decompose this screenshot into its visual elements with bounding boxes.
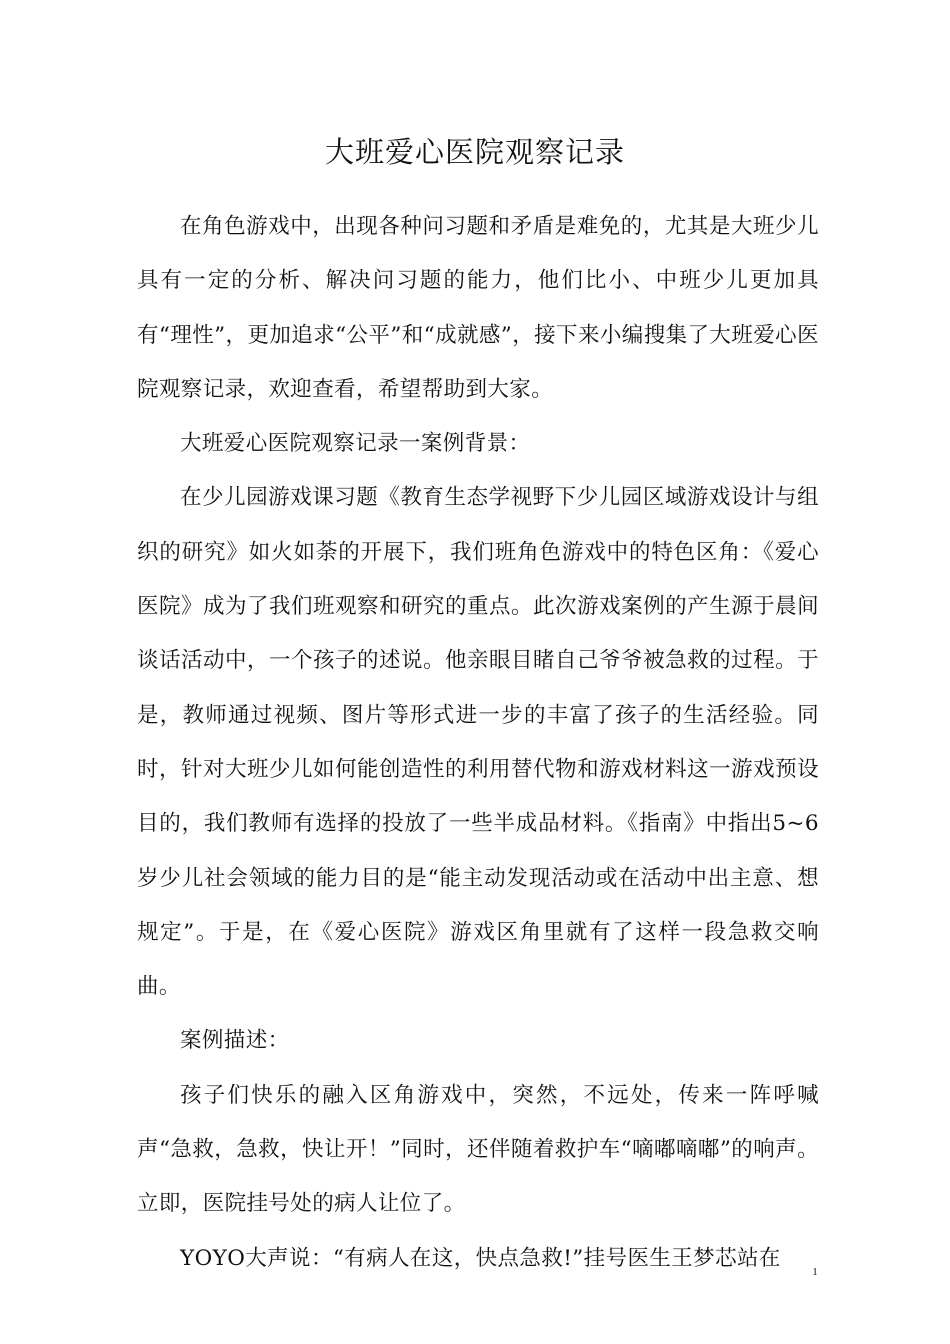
paragraph-description: 孩子们快乐的融入区角游戏中，突然，不远处，传来一阵呼喊声“急救，急救，快让开！”同时，还伴随着救护车“嘀嘟嘀嘟”的响声。立即，医院挂号处的病人让位了。 (137, 1082, 819, 1217)
page-number: 1 (812, 1266, 818, 1278)
document-body (137, 200, 819, 1286)
paragraph-background: 在少儿园游戏课习题《教育生态学视野下少儿园区域游戏设计与组织的研究》如火如荼的开展下，我们班角色游戏中的特色区角：《爱心医院》成为了我们班观察和研究的重点。此次游戏案例的产生源于晨间谈话活动中，一个孩子的述说。他亲眼目睹自己爷爷被急救的过程。于是，教师通过视频、图片等形式进一步的丰富了孩子的生活经验。同时，针对大班少儿如何能创造性的利用替代物和游戏材料这一游戏预设目的，我们教师有选择的投放了一些半成品材料。《指南》中指出5~6岁少儿社会领域的能力目的是“能主动发现活动或在活动中出主意、想规定”。于是，在《爱心医院》游戏区角里就有了这样一段急救交响曲。 (137, 485, 819, 1000)
paragraph-yoyo: YOYO大声说：“有病人在这，快点急救!”挂号医生王梦芯站在 (180, 1245, 781, 1271)
paragraph-section-heading-background: 大班爱心医院观察记录一案例背景： (180, 431, 531, 457)
paragraph-section-heading-description: 案例描述： (180, 1028, 290, 1054)
paragraph-intro: 在角色游戏中，出现各种问习题和矛盾是难免的，尤其是大班少儿具有一定的分析、解决问习题的能力，他们比小、中班少儿更加具有“理性”，更加追求“公平”和“成就感”，接下来小编搜集了大班爱心医院观察记录，欢迎查看，希望帮助到大家。 (137, 214, 819, 402)
document-title: 大班爱心医院观察记录 (324, 135, 625, 169)
